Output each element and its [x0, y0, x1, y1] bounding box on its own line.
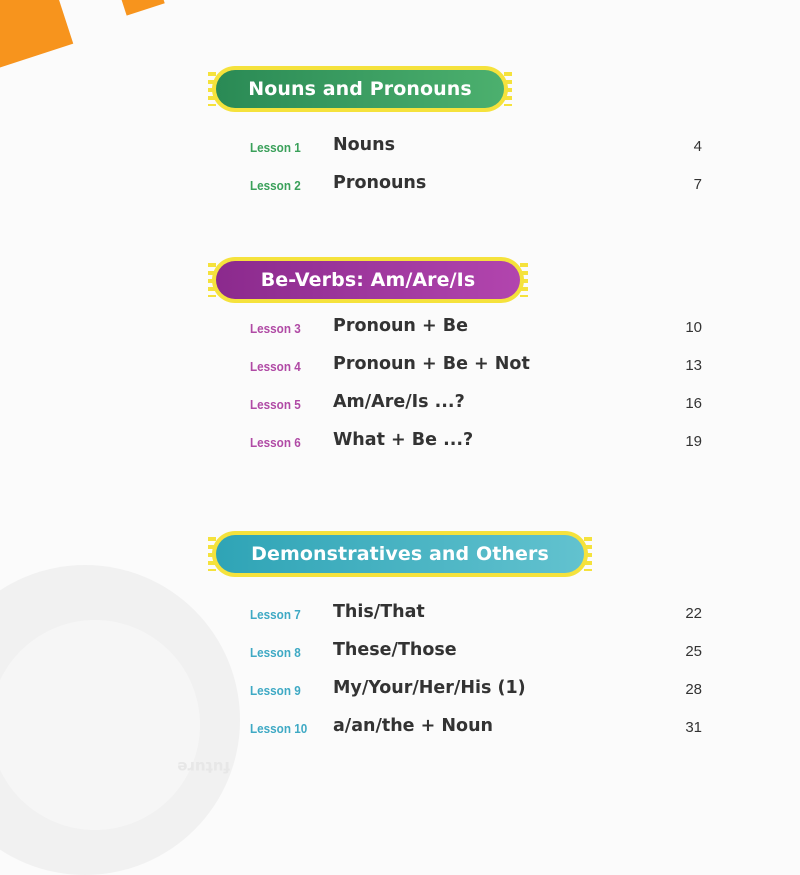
- lesson-number: Lesson 2: [250, 178, 301, 193]
- toc-row[interactable]: [0, 311, 800, 349]
- lesson-title[interactable]: Nouns: [333, 135, 396, 155]
- banner-frame: [212, 257, 524, 303]
- page-number: 10: [685, 319, 702, 336]
- section-be-verbs: [0, 257, 800, 455]
- lesson-number: Lesson 8: [250, 645, 301, 660]
- lesson-title[interactable]: What + Be ...?: [333, 430, 474, 450]
- lesson-number: Lesson 7: [250, 607, 301, 622]
- lesson-title[interactable]: These/Those: [333, 640, 457, 660]
- section-nouns-and-pronouns: [0, 66, 800, 193]
- section-title: Nouns and Pronouns: [216, 70, 504, 108]
- page-number: 19: [685, 433, 702, 450]
- toc-row[interactable]: [0, 349, 800, 387]
- page-number: 13: [685, 357, 702, 374]
- page-number: 31: [685, 719, 702, 736]
- lesson-list: [0, 130, 800, 206]
- page-number: 25: [685, 643, 702, 660]
- toc-row[interactable]: [0, 635, 800, 673]
- toc-row[interactable]: [0, 387, 800, 425]
- lesson-title[interactable]: Am/Are/Is ...?: [333, 392, 465, 412]
- banner-frame: [212, 531, 588, 577]
- section-title: Be-Verbs: Am/Are/Is: [216, 261, 520, 299]
- lesson-title[interactable]: This/That: [333, 602, 425, 622]
- lesson-title[interactable]: a/an/the + Noun: [333, 716, 493, 736]
- lesson-number: Lesson 4: [250, 359, 301, 374]
- page-number: 7: [693, 176, 702, 193]
- section-banner: [0, 531, 800, 577]
- banner-frame: [212, 66, 508, 112]
- corner-decoration-small: [119, 0, 164, 16]
- lesson-number: Lesson 10: [250, 721, 308, 736]
- toc-row[interactable]: [0, 168, 800, 206]
- lesson-list: [0, 311, 800, 463]
- publisher-watermark: future: [177, 758, 230, 776]
- lesson-number: Lesson 6: [250, 435, 301, 450]
- lesson-number: Lesson 9: [250, 683, 301, 698]
- page-number: 4: [693, 138, 702, 155]
- lesson-number: Lesson 3: [250, 321, 301, 336]
- toc-row[interactable]: [0, 425, 800, 463]
- lesson-title[interactable]: Pronoun + Be + Not: [333, 354, 530, 374]
- lesson-title[interactable]: Pronouns: [333, 173, 427, 193]
- corner-decoration: [0, 0, 73, 71]
- toc-row[interactable]: [0, 597, 800, 635]
- page-number: 22: [685, 605, 702, 622]
- toc-row[interactable]: [0, 711, 800, 749]
- lesson-title[interactable]: Pronoun + Be: [333, 316, 468, 336]
- lesson-number: Lesson 5: [250, 397, 301, 412]
- page-number: 16: [685, 395, 702, 412]
- lesson-title[interactable]: My/Your/Her/His (1): [333, 678, 526, 698]
- section-banner: [0, 66, 800, 112]
- section-title: Demonstratives and Others: [216, 535, 584, 573]
- page-number: 28: [685, 681, 702, 698]
- lesson-list: [0, 597, 800, 749]
- lesson-number: Lesson 1: [250, 140, 301, 155]
- section-demonstratives-and-others: [0, 531, 800, 736]
- toc-row[interactable]: [0, 673, 800, 711]
- toc-row[interactable]: [0, 130, 800, 168]
- section-banner: [0, 257, 800, 303]
